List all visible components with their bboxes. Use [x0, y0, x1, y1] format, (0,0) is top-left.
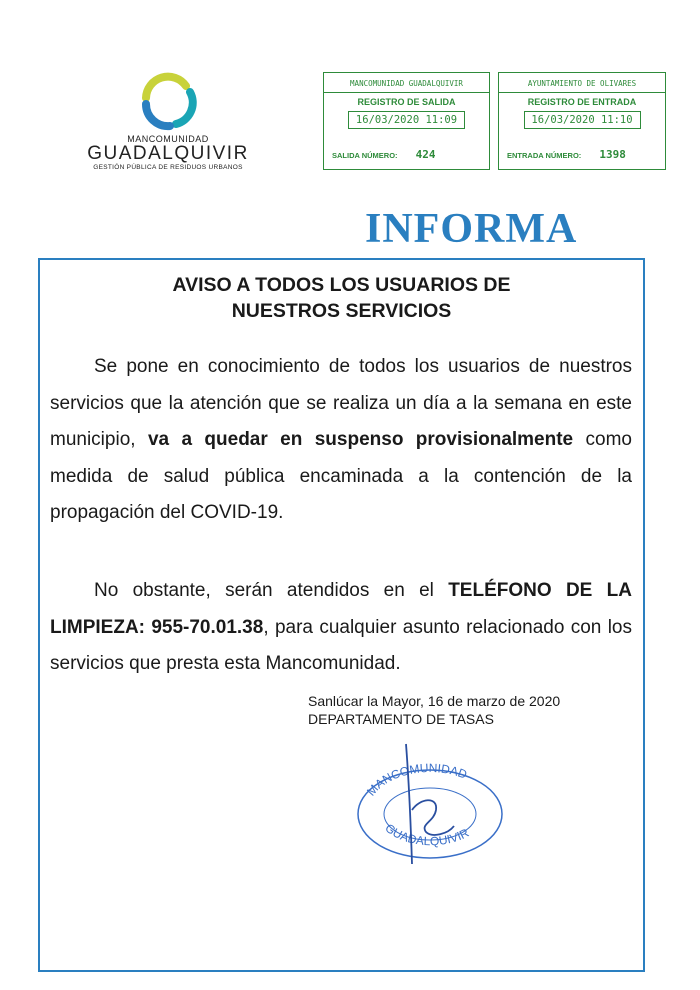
organization-logo — [78, 72, 258, 192]
stamp-organization: AYUNTAMIENTO DE OLIVARES — [527, 79, 637, 88]
logo-line-guadalquivir: GUADALQUIVIR — [87, 143, 249, 164]
department-name: DEPARTAMENTO DE TASAS — [308, 711, 494, 727]
stamp-datetime: 16/03/2020 11:09 — [348, 111, 465, 129]
logo-line-mancomunidad: MANCOMUNIDAD — [127, 134, 209, 144]
paragraph-1-bold-text: va a quedar en suspenso provisionalmente — [147, 429, 574, 450]
stamp-register-type: REGISTRO DE SALIDA — [357, 97, 456, 107]
stamp-register-type: REGISTRO DE ENTRADA — [527, 97, 637, 107]
place-date: Sanlúcar la Mayor, 16 de marzo de 2020 — [308, 693, 561, 709]
notice-heading-line-1: AVISO A TODOS LOS USUARIOS DE — [172, 274, 511, 296]
stamp-number-row — [507, 148, 657, 161]
stamp-number: 1398 — [599, 148, 626, 161]
notice-paragraph-1 — [50, 349, 632, 532]
logo-line-gestion: GESTIÓN PÚBLICA DE RESIDUOS URBANOS — [93, 164, 243, 171]
seal-text-top: MANCOMUNIDAD — [364, 760, 470, 799]
notice-paragraph-2 — [50, 573, 632, 683]
notice-heading — [40, 272, 643, 324]
stamp-number-label: SALIDA NÚMERO: — [332, 151, 398, 160]
registro-entrada-stamp — [498, 72, 666, 170]
stamp-datetime: 16/03/2020 11:10 — [524, 111, 641, 129]
signature-block — [308, 692, 560, 728]
registro-salida-stamp — [323, 72, 490, 170]
paragraph-2-text-end: , para cualquier asunto relacionado con los servicios que presta esta Mancomunidad. — [50, 616, 632, 674]
informa-title: INFORMA — [365, 206, 578, 252]
stamp-number-row — [332, 148, 481, 161]
paragraph-2-text-start: No obstante, serán atendidos en el — [94, 580, 449, 601]
paragraph-1-text-end: como medida de salud pública encaminada a la contención de la propagación del COVID-19. — [50, 429, 632, 523]
notice-box — [38, 258, 645, 972]
seal-text-bottom: GUADALQUIVIR — [382, 820, 472, 849]
svg-text:MANCOMUNIDAD — [364, 761, 469, 799]
mancomunidad-emblem-icon — [136, 72, 200, 132]
stamp-number: 424 — [415, 148, 436, 161]
stamp-organization: MANCOMUNIDAD GUADALQUIVIR — [350, 79, 463, 88]
stamp-number-label: ENTRADA NÚMERO: — [507, 151, 582, 160]
paragraph-1-text-start: Se pone en conocimiento de todos los usuarios de nuestros servicios que la atención que se realiza un día a la semana en este municipio, — [50, 356, 632, 450]
paragraph-2-bold-phone: TELÉFONO DE LA LIMPIEZA: 955-70.01.38 — [50, 580, 632, 638]
notice-heading-line-2: NUESTROS SERVICIOS — [231, 300, 452, 322]
official-seal-icon — [340, 740, 520, 870]
